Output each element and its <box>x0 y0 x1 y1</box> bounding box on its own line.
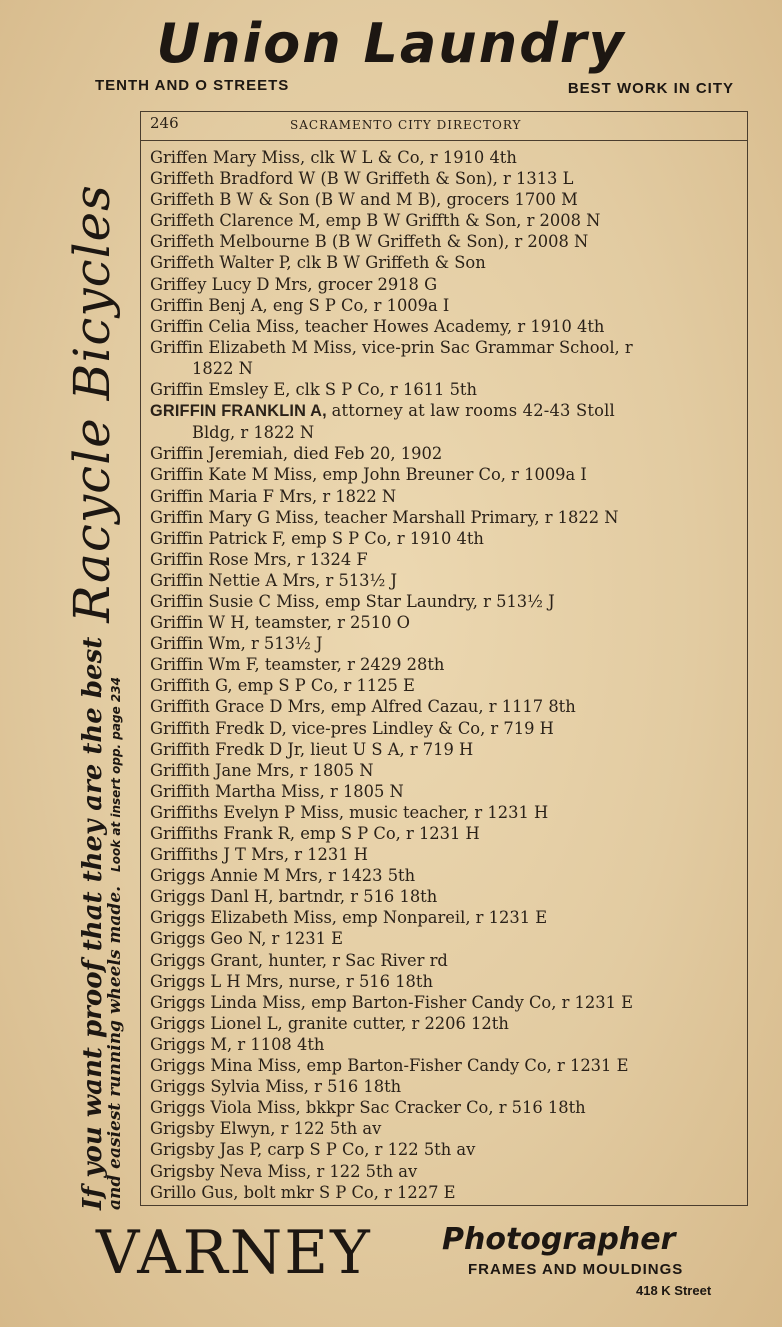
entry-list <box>150 147 746 1203</box>
bottom-ad-name: VARNEY <box>96 1218 372 1288</box>
list-item: Griffeth Bradford W (B W Griffeth & Son), r 1313 L <box>150 169 574 189</box>
bold-rest: attorney at law rooms 42-43 Stoll <box>331 401 615 421</box>
list-item: Griffin Celia Miss, teacher Howes Academy, r 1910 4th <box>150 316 605 336</box>
list-item: Grigsby Neva Miss, r 122 5th av <box>150 1161 418 1181</box>
list-item: Griffith Grace D Mrs, emp Alfred Cazau, r 1117 8th <box>150 697 576 717</box>
list-item: Griffey Lucy D Mrs, grocer 2918 G <box>150 274 438 294</box>
left-rule <box>140 111 141 1206</box>
bottom-rule <box>140 1205 748 1206</box>
list-item: Griggs Linda Miss, emp Barton-Fisher Candy Co, r 1231 E <box>150 992 634 1012</box>
list-item: Griffith Jane Mrs, r 1805 N <box>150 760 374 780</box>
list-item: Griffith Fredk D, vice-pres Lindley & Co, r 719 H <box>150 718 554 738</box>
list-item: Griggs Danl H, bartndr, r 516 18th <box>150 887 438 907</box>
list-item: Griggs Viola Miss, bkkpr Sac Cracker Co, r 516 18th <box>150 1098 586 1118</box>
page-number: 246 <box>150 114 179 132</box>
top-ad-slogan: BEST WORK IN CITY <box>567 80 734 97</box>
side-ad-text: If you want proof that they are the best <box>78 636 108 1210</box>
list-item-bold <box>150 400 746 422</box>
top-ad-address: TENTH AND O STREETS <box>95 77 290 94</box>
list-item: Griffin Wm F, teamster, r 2429 28th <box>150 655 445 675</box>
list-item: Griffiths J T Mrs, r 1231 H <box>150 845 368 865</box>
list-item: Grigsby Jas P, carp S P Co, r 122 5th av <box>150 1140 476 1160</box>
list-item: Griffin Jeremiah, died Feb 20, 1902 <box>150 444 443 464</box>
side-ad <box>55 110 135 1210</box>
list-item: Griffin Emsley E, clk S P Co, r 1611 5th <box>150 380 477 400</box>
list-item: Griffin Benj A, eng S P Co, r 1009a I <box>150 295 450 315</box>
list-item: Griggs L H Mrs, nurse, r 516 18th <box>150 971 433 991</box>
list-item: Griffin Wm, r 513½ J <box>150 634 323 654</box>
top-rule <box>140 111 748 112</box>
top-ad-title: Union Laundry <box>156 12 626 75</box>
list-item: Griggs Geo N, r 1231 E <box>150 929 343 949</box>
list-item-continuation: 1822 N <box>192 358 253 378</box>
list-item: Grigsby Elwyn, r 122 5th av <box>150 1119 382 1139</box>
side-ad-subtext: and easiest running wheels made. <box>105 885 125 1210</box>
list-item: Griffeth B W & Son (B W and M B), grocers 1700 M <box>150 190 578 210</box>
side-ad-note: Look at insert opp. page 234 <box>109 677 123 872</box>
list-item: Griggs Mina Miss, emp Barton-Fisher Candy Co, r 1231 E <box>150 1056 629 1076</box>
bottom-ad-trade: Photographer <box>442 1222 676 1257</box>
list-item: Griffin Maria F Mrs, r 1822 N <box>150 486 397 506</box>
list-item: Griffin Patrick F, emp S P Co, r 1910 4th <box>150 528 484 548</box>
list-item: Griffin Kate M Miss, emp John Breuner Co, r 1009a I <box>150 465 587 485</box>
list-item: Griggs Sylvia Miss, r 516 18th <box>150 1077 402 1097</box>
list-item: Griffeth Melbourne B (B W Griffeth & Son), r 2008 N <box>150 232 589 252</box>
list-item: Griffin Rose Mrs, r 1324 F <box>150 549 368 569</box>
list-item: Griffin Susie C Miss, emp Star Laundry, r 513½ J <box>150 591 555 611</box>
list-item: Griffiths Frank R, emp S P Co, r 1231 H <box>150 824 480 843</box>
side-ad-line2 <box>105 677 125 1210</box>
list-item: Griffith Martha Miss, r 1805 N <box>150 781 404 801</box>
right-rule <box>747 111 748 1206</box>
list-item-continuation: Bldg, r 1822 N <box>192 423 315 443</box>
list-item: Griffin Elizabeth M Miss, vice-prin Sac Grammar School, r <box>150 337 633 357</box>
list-item: Griggs Grant, hunter, r Sac River rd <box>150 950 448 970</box>
list-item: Griffith G, emp S P Co, r 1125 E <box>150 676 415 696</box>
directory-listing <box>140 111 748 1206</box>
bottom-ad-address: 418 K Street <box>636 1283 712 1298</box>
header-rule <box>140 140 748 141</box>
bold-name: GRIFFIN FRANKLIN A, <box>150 402 327 421</box>
list-item: Griggs Elizabeth Miss, emp Nonpareil, r 1231 E <box>150 908 548 928</box>
list-item: Grillo Gus, bolt mkr S P Co, r 1227 E <box>150 1182 456 1202</box>
list-item: Griffiths Evelyn P Miss, music teacher, r 1231 H <box>150 802 549 822</box>
side-ad-brand: Racycle Bicycles <box>63 184 121 623</box>
list-item: Griffin W H, teamster, r 2510 O <box>150 613 411 633</box>
list-item: Griffeth Clarence M, emp B W Griffth & Son, r 2008 N <box>150 211 601 231</box>
list-item: Griffen Mary Miss, clk W L & Co, r 1910 4th <box>150 148 517 167</box>
list-item: Griffin Mary G Miss, teacher Marshall Primary, r 1822 N <box>150 507 619 527</box>
page-title: SACRAMENTO CITY DIRECTORY <box>290 118 522 132</box>
list-item: Griggs M, r 1108 4th <box>150 1034 325 1054</box>
list-item: Griffeth Walter P, clk B W Griffeth & Son <box>150 253 486 273</box>
list-item: Griffith Fredk D Jr, lieut U S A, r 719 H <box>150 739 474 759</box>
list-item: Griffin Nettie A Mrs, r 513½ J <box>150 570 398 590</box>
list-item: Griggs Lionel L, granite cutter, r 2206 12th <box>150 1013 509 1033</box>
list-item: Griggs Annie M Mrs, r 1423 5th <box>150 866 416 886</box>
bottom-ad-line: FRAMES AND MOULDINGS <box>468 1261 684 1278</box>
